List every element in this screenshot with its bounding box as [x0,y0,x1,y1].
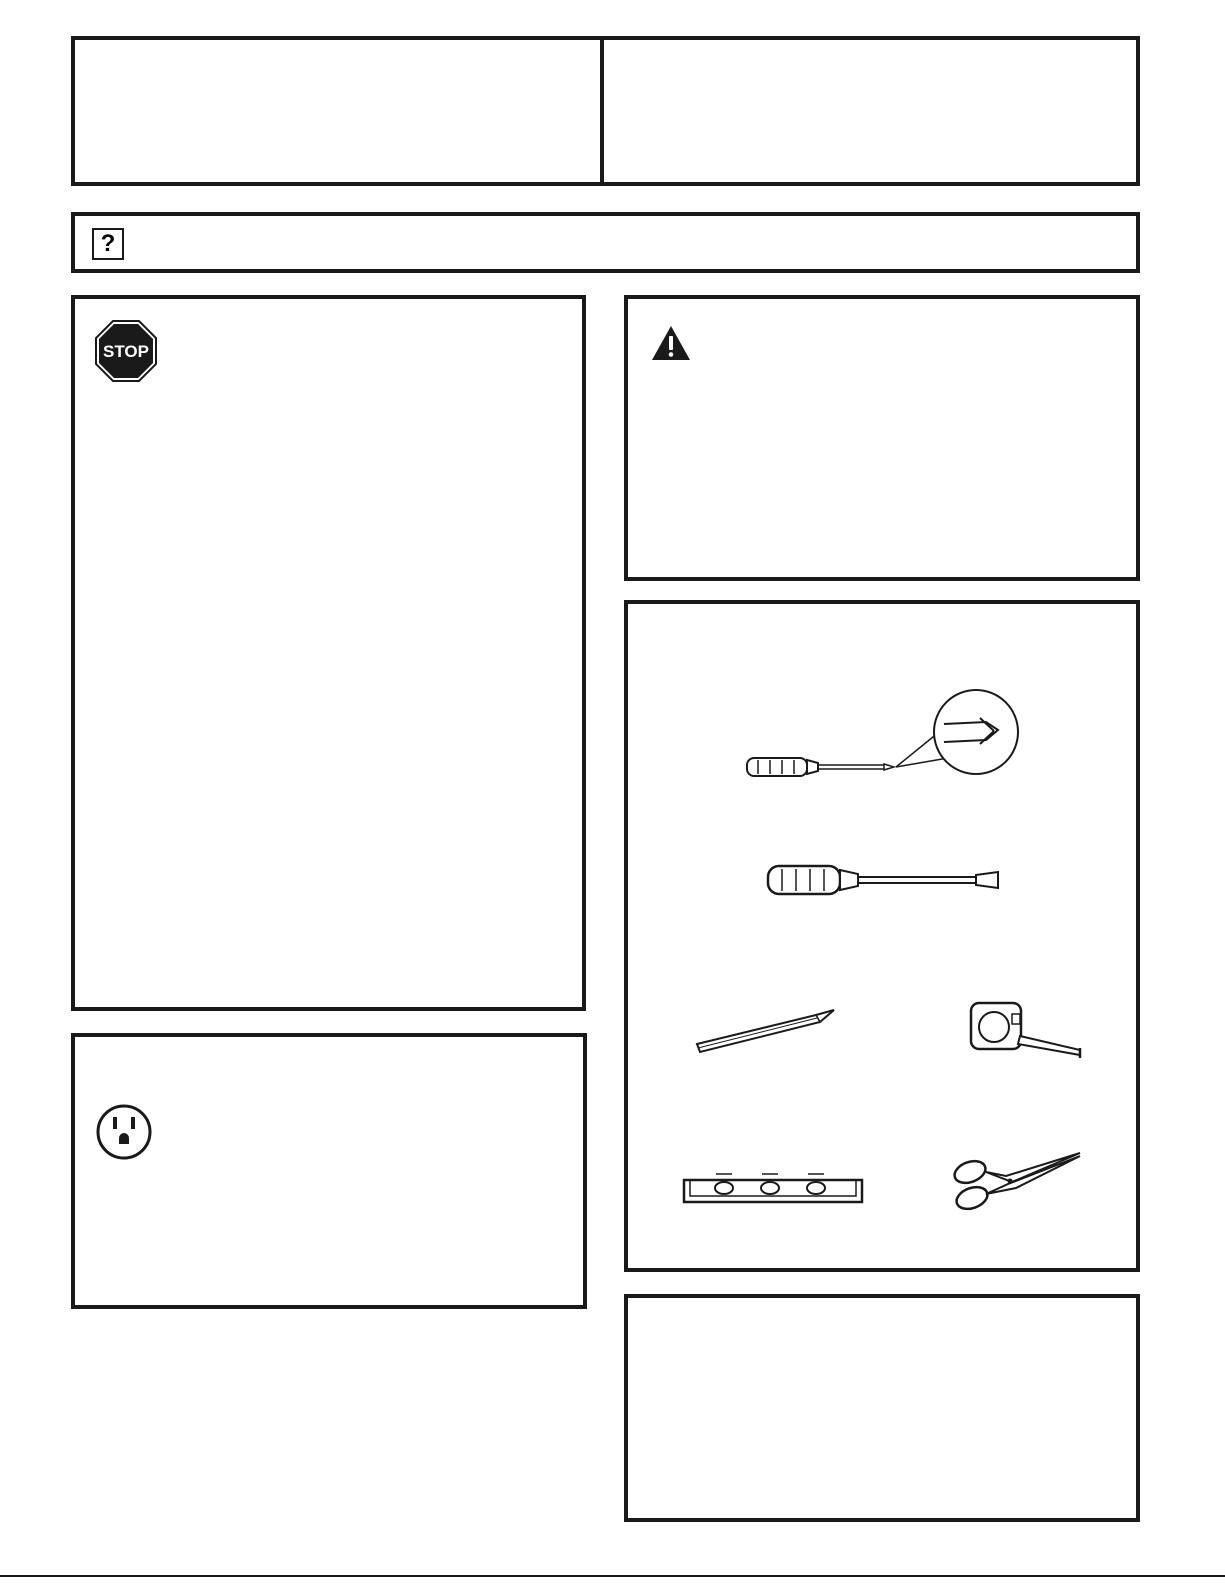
pencil-icon [692,1004,842,1054]
bottom-right-panel [624,1294,1140,1522]
flat-screwdriver-icon [766,862,1006,898]
stop-sign-label: STOP [103,342,149,361]
level-icon [682,1172,866,1206]
grounded-outlet-icon [95,1103,153,1166]
footer-rule [0,1575,1225,1577]
header-divider [600,38,604,184]
warning-panel [624,295,1140,581]
header-box [71,36,1140,186]
scissors-icon [946,1150,1086,1216]
stop-sign-icon [95,320,157,387]
stop-panel [71,295,586,1011]
tape-measure-icon [968,1000,1088,1062]
question-bar [71,212,1140,273]
phillips-screwdriver-icon [746,688,1026,790]
warning-triangle-icon [651,325,691,366]
question-box-icon: ? [92,228,124,260]
electrical-panel [71,1033,587,1309]
tools-panel [624,600,1140,1272]
